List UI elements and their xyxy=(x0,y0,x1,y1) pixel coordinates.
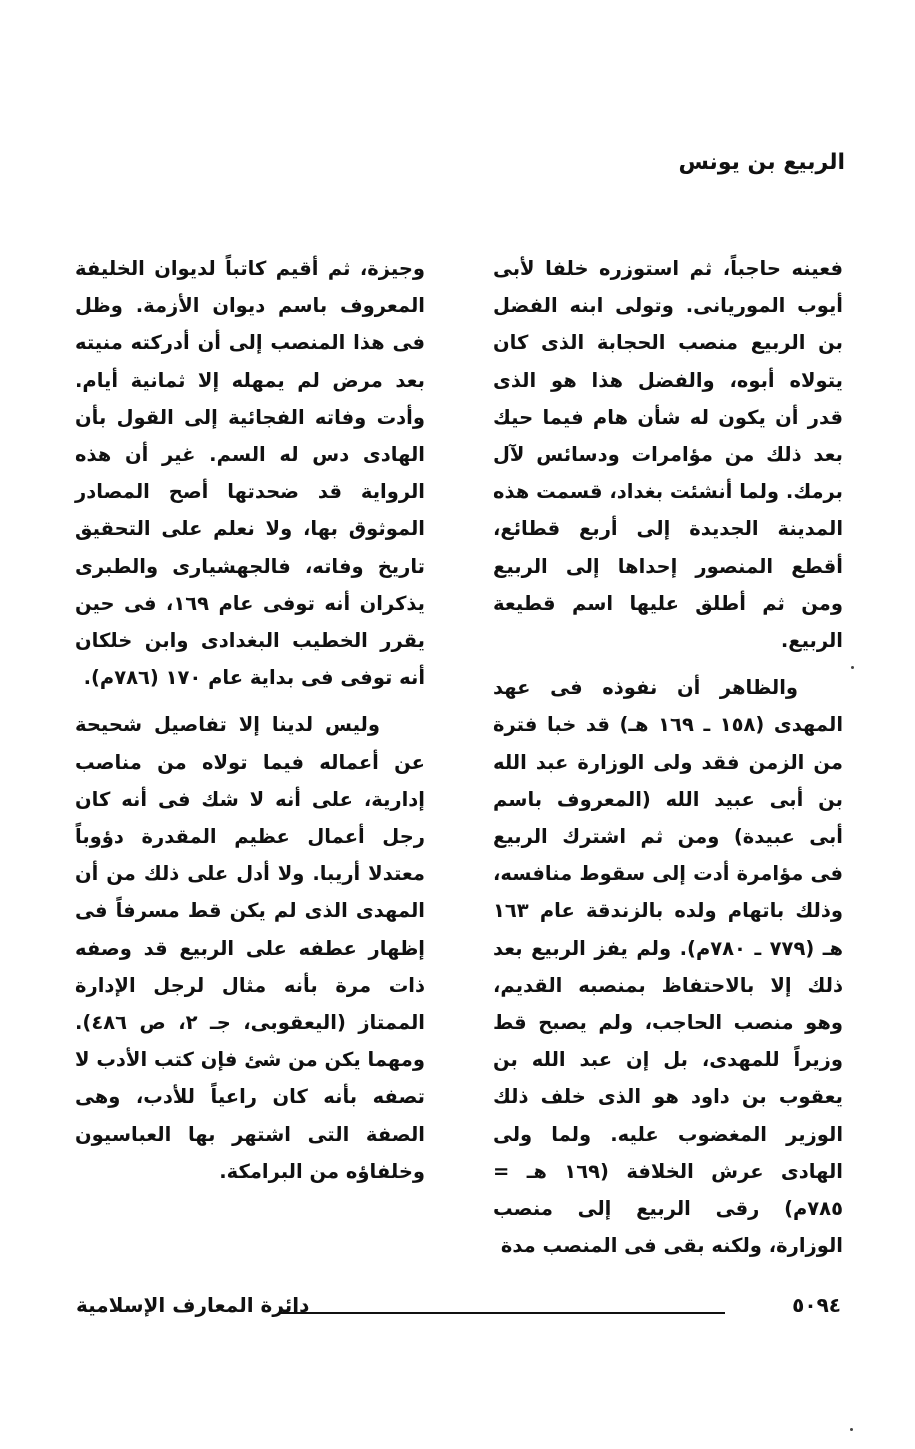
footer-rule xyxy=(280,1312,725,1314)
page-footer xyxy=(70,1293,845,1323)
text-column-left xyxy=(75,250,425,1200)
scan-speck xyxy=(850,1428,853,1431)
paragraph: وجيزة، ثم أقيم كاتباً لديوان الخليفة المعروف باسم ديوان الأزمة. وظل فى هذا المنصب إلى أن أدركته منيته بعد مرض لم يمهله إلا ثمانية أيام. وأدت وفاته الفجائية إلى القول بأن الهادى دس له السم. غير أن هذه الرواية قد ضحدتها أصح المصادر الموثوق بها، ولا نعلم على التحقيق تاريخ وفاته، فالجهشيارى والطبرى يذكران أنه توفى عام ١٦٩، فى حين يقرر الخطيب البغدادى وابن خلكان أنه توفى فى بداية عام ١٧٠ (٧٨٦م). xyxy=(75,257,425,690)
text-column-right xyxy=(493,250,843,1274)
paragraph: والظاهر أن نفوذه فى عهد المهدى (١٥٨ ـ ١٦٩ هـ) قد خبا فترة من الزمن فقد ولى الوزارة عبد الله بن أبى عبيد الله (المعروف باسم أبى عبيدة) ومن ثم اشترك الربيع فى مؤامرة أدت إلى سقوط منافسه، وذلك باتهام ولده بالزندقة عام ١٦٣ هـ (٧٧٩ ـ ٧٨٠م). ولم يفز الربيع بعد ذلك إلا بالاحتفاظ بمنصبه القديم، وهو منصب الحاجب، ولم يصبح قط وزيراً للمهدى، بل إن عبد الله بن يعقوب بن داود هو الذى خلف ذلك الوزير المغضوب عليه. ولما ولى الهادى عرش الخلافة (١٦٩ هـ = ٧٨٥م) رقى الربيع إلى منصب الوزارة، ولكنه بقى فى المنصب مدة xyxy=(493,676,843,1258)
publication-title: دائرة المعارف الإسلامية xyxy=(76,1293,310,1317)
page-number: ٥٠٩٤ xyxy=(792,1293,841,1317)
running-header-title: الربيع بن يونس xyxy=(678,150,845,175)
scan-speck xyxy=(851,666,854,669)
paragraph: فعينه حاجباً، ثم استوزره خلفا لأبى أيوب الموريانى. وتولى ابنه الفضل بن الربيع منصب الحجابة الذى كان يتولاه أبوه، والفضل هذا هو الذى قدر أن يكون له شأن هام فيما حيك بعد ذلك من مؤامرات ودسائس لآل برمك. ولما أنشئت بغداد، قسمت هذه المدينة الجديدة إلى أربع قطائع، أقطع المنصور إحداها إلى الربيع ومن ثم أطلق عليها اسم قطيعة الربيع. xyxy=(493,257,843,653)
paragraph: وليس لدينا إلا تفاصيل شحيحة عن أعماله فيما تولاه من مناصب إدارية، على أنه لا شك فى أنه كان رجل أعمال عظيم المقدرة دؤوباً معتدلا أريبا. ولا أدل على ذلك من أن المهدى الذى لم يكن قط مسرفاً فى إظهار عطفه على الربيع قد وصفه ذات مرة بأنه مثال لرجل الإدارة الممتاز (اليعقوبى، جـ ٢، ص ٤٨٦). ومهما يكن من شئ فإن كتب الأدب لا تصفه بأنه كان راعياً للأدب، وهى الصفة التى اشتهر بها العباسيون وخلفاؤه من البرامكة. xyxy=(75,713,425,1183)
